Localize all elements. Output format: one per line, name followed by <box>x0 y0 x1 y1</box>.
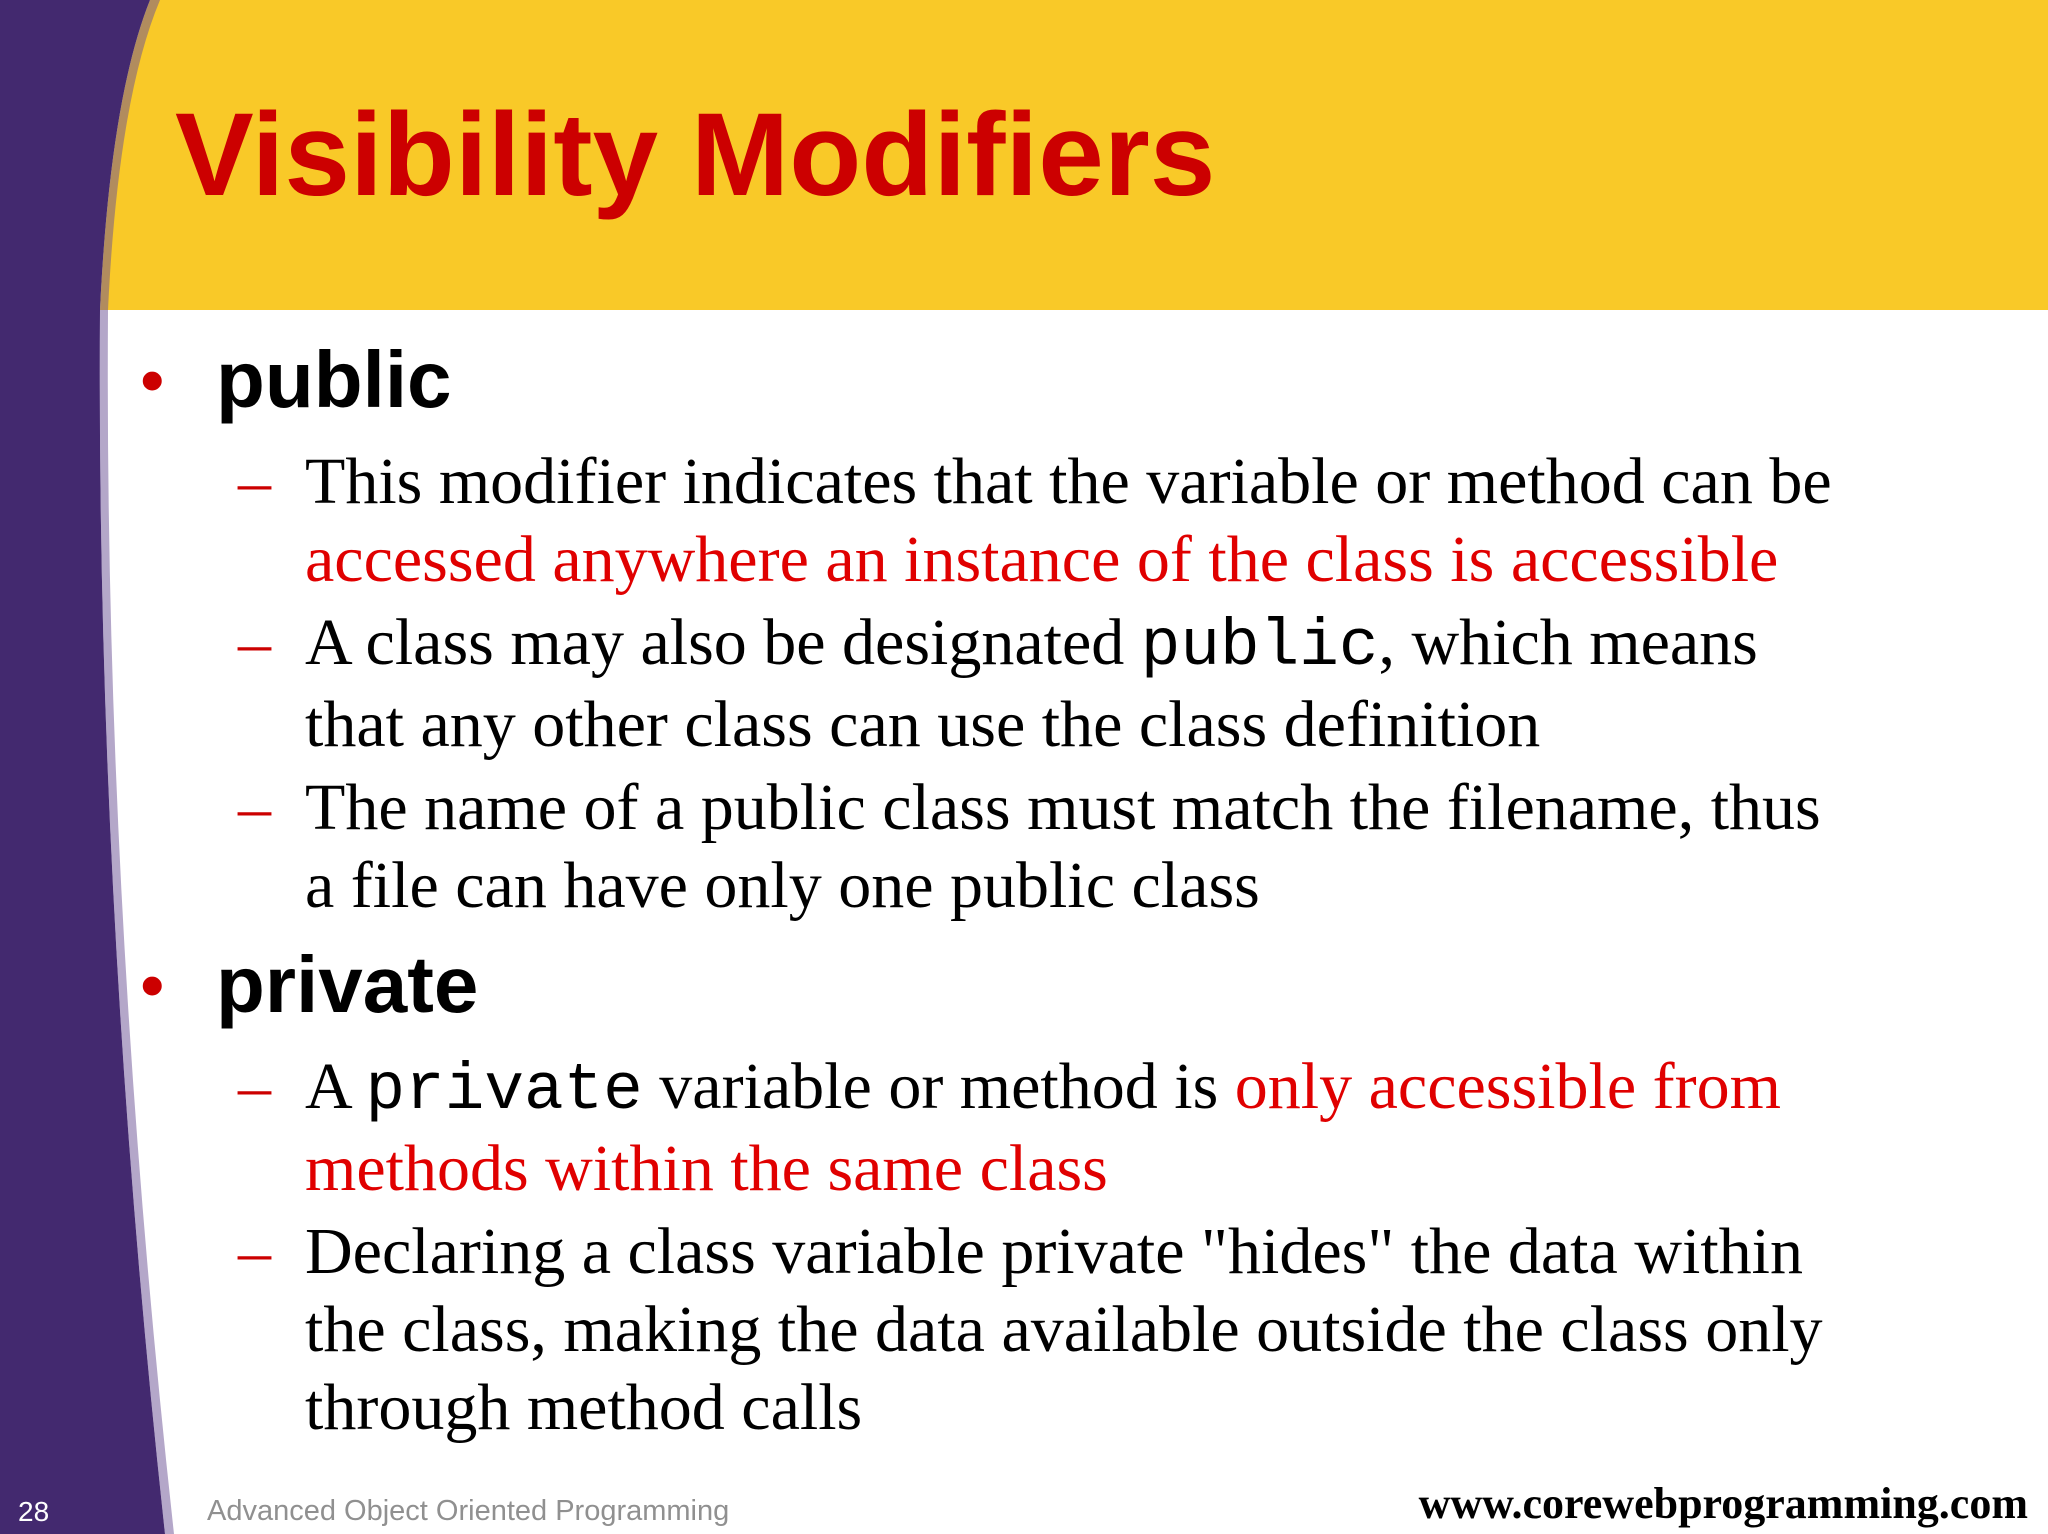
dash-icon: – <box>238 606 271 679</box>
slide-number: 28 <box>18 1496 50 1527</box>
bullet-public <box>140 322 2035 438</box>
dash-icon: – <box>238 1050 271 1123</box>
sub-bullet <box>140 443 2035 599</box>
code-keyword: public <box>1140 609 1379 684</box>
bullet-label: public <box>216 335 452 424</box>
text-segment: that any other class can use the class definition <box>305 688 1541 761</box>
bullet-dot-icon: • <box>140 946 165 1024</box>
dash-icon: – <box>238 771 271 844</box>
sub-bullet <box>140 1213 2035 1447</box>
slide-content <box>140 322 2035 1449</box>
bullet-label: private <box>216 940 479 1029</box>
highlighted-text: methods within the same class <box>305 1132 1108 1205</box>
bullet-private <box>140 927 2035 1043</box>
sub-bullet-line <box>305 521 2035 599</box>
highlighted-text: only accessible from <box>1234 1050 1781 1123</box>
text-segment: Declaring a class variable private "hides" the data within <box>305 1215 1803 1288</box>
code-keyword: private <box>365 1053 643 1128</box>
sub-bullet-line <box>305 604 2035 686</box>
sub-bullet <box>140 769 2035 925</box>
sub-bullet-line <box>305 686 2035 764</box>
text-segment: A class may also be designated <box>305 606 1141 679</box>
text-segment: The name of a public class must match the filename, thus <box>305 771 1821 844</box>
sub-bullet-line <box>305 1291 2035 1369</box>
text-segment: A <box>305 1050 366 1123</box>
text-segment: This modifier indicates that the variable or method can be <box>305 445 1832 518</box>
highlighted-text: accessed anywhere an instance of the class is accessible <box>305 523 1779 596</box>
sub-bullet-line <box>305 769 2035 847</box>
website-url: www.corewebprogramming.com <box>1418 1479 2028 1528</box>
text-segment: a file can have only one public class <box>305 849 1260 922</box>
text-segment: the class, making the data available outside the class only <box>305 1293 1823 1366</box>
sub-bullet-line <box>305 1130 2035 1208</box>
bullet-dot-icon: • <box>140 341 165 419</box>
sub-bullet <box>140 604 2035 764</box>
text-segment: through method calls <box>305 1371 863 1444</box>
sub-bullet-line <box>305 1369 2035 1447</box>
slide-title: Visibility Modifiers <box>175 89 1216 221</box>
sub-bullet-line <box>305 443 2035 521</box>
text-segment: , which means <box>1378 606 1758 679</box>
dash-icon: – <box>238 1215 271 1288</box>
sub-bullet-line <box>305 1048 2035 1130</box>
text-segment: variable or method is <box>642 1050 1235 1123</box>
sub-bullet-line <box>305 1213 2035 1291</box>
sub-bullet <box>140 1048 2035 1208</box>
sub-bullet-line <box>305 847 2035 925</box>
dash-icon: – <box>238 445 271 518</box>
course-name: Advanced Object Oriented Programming <box>207 1495 730 1527</box>
